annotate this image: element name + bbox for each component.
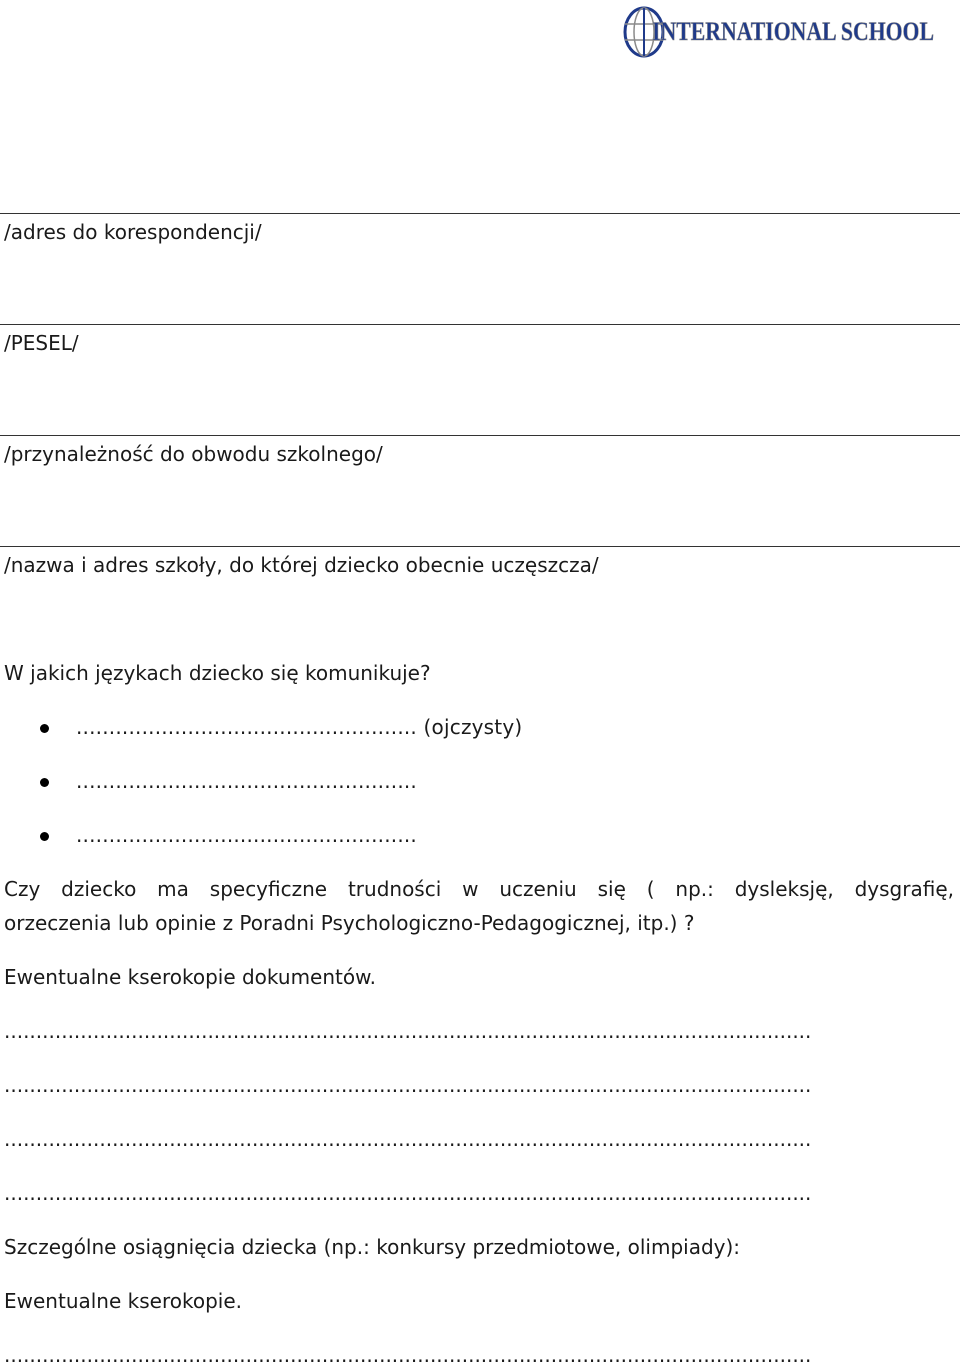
language-item	[76, 771, 417, 791]
field-label-address: /adres do korespondencji/	[4, 220, 262, 244]
achievements-question: Szczególne osiągnięcia dziecka (np.: konkursy przedmiotowe, olimpiady):	[4, 1235, 741, 1259]
school-logo	[622, 4, 940, 60]
language-dots: ....................................................	[76, 823, 417, 847]
field-line-address	[0, 213, 960, 214]
field-label-pesel: /PESEL/	[4, 331, 79, 355]
bullet-icon	[40, 832, 49, 841]
answer-dot-line: ...............................................................................................................................	[4, 1127, 812, 1151]
field-line-pesel	[0, 324, 960, 325]
field-line-current-school	[0, 546, 960, 547]
language-dots: ....................................................	[76, 769, 417, 793]
logo-text: INTERNATIONAL SCHOOL	[652, 17, 934, 46]
languages-question: W jakich językach dziecko się komunikuje?	[4, 661, 431, 685]
language-dots: ....................................................	[76, 715, 417, 739]
answer-dot-line: ...............................................................................................................................	[4, 1073, 812, 1097]
difficulties-question-line2: orzeczenia lub opinie z Poradni Psychologiczno-Pedagogicznej, itp.) ?	[4, 911, 695, 935]
difficulties-question-line1: Czy dziecko ma specyficzne trudności w uczeniu się ( np.: dysleksję, dysgrafię,	[4, 877, 954, 901]
language-item	[76, 825, 417, 845]
field-label-district: /przynależność do obwodu szkolnego/	[4, 442, 383, 466]
language-item	[76, 717, 522, 737]
bullet-icon	[40, 724, 49, 733]
field-line-district	[0, 435, 960, 436]
answer-dot-line: ...............................................................................................................................	[4, 1343, 812, 1367]
answer-dot-line: ...............................................................................................................................	[4, 1181, 812, 1205]
difficulties-copies-label: Ewentualne kserokopie dokumentów.	[4, 965, 376, 989]
field-label-current-school: /nazwa i adres szkoły, do której dziecko obecnie uczęszcza/	[4, 553, 599, 577]
answer-dot-line: ...............................................................................................................................	[4, 1019, 812, 1043]
bullet-icon	[40, 778, 49, 787]
achievements-copies-label: Ewentualne kserokopie.	[4, 1289, 242, 1313]
language-note: (ojczysty)	[417, 715, 523, 739]
